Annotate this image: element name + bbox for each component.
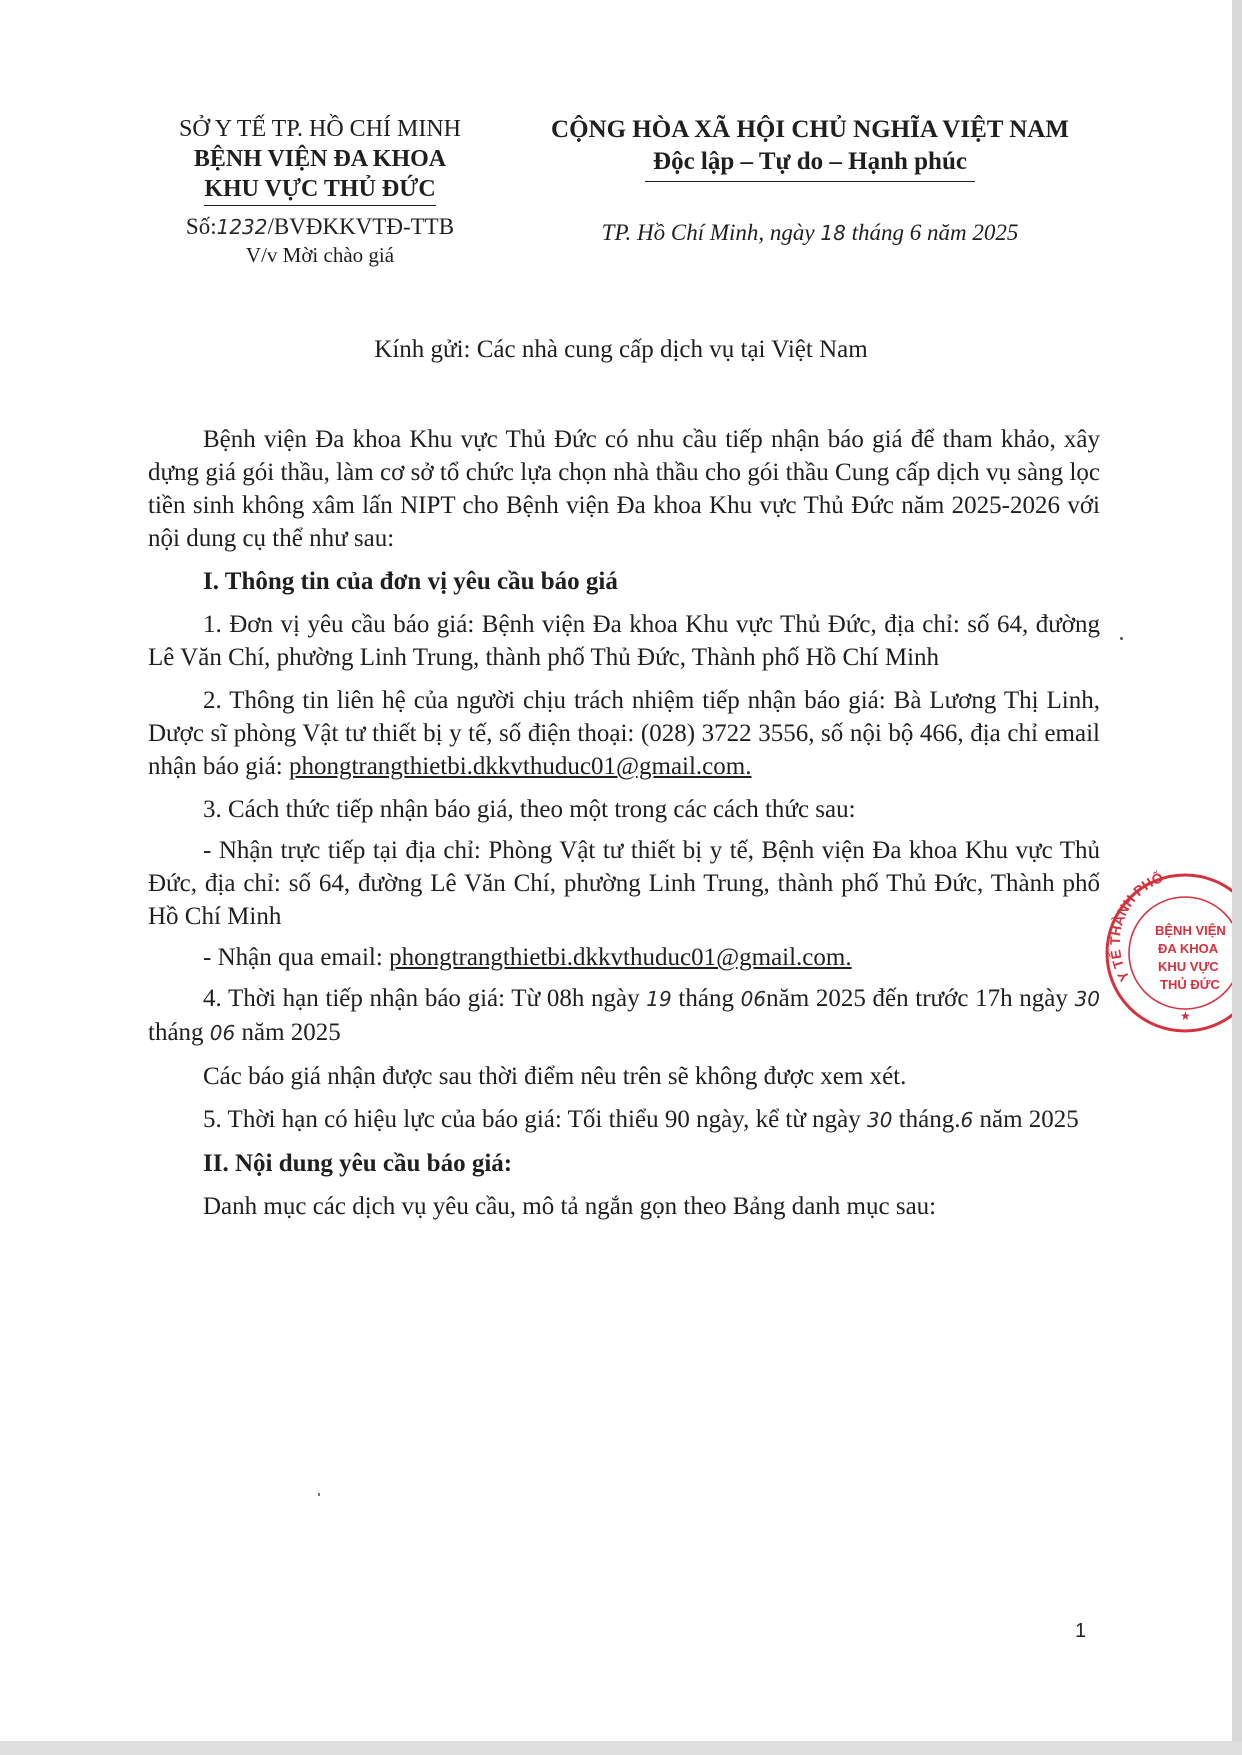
hospital-name-line2: KHU VỰC THỦ ĐỨC	[204, 174, 435, 206]
national-header-block	[520, 114, 1100, 182]
recipient-line: Kính gửi: Các nhà cung cấp dịch vụ tại Việt Nam	[374, 336, 868, 363]
submission-email-link[interactable]: phongtrangthietbi.dkkvthuduc01@gmail.com.	[389, 944, 852, 971]
hospital-name-line1: BỆNH VIỆN ĐA KHOA	[193, 146, 447, 172]
scan-speck	[1120, 637, 1123, 640]
date-day-handwritten: 18	[820, 221, 846, 245]
item-4-month2: 06	[209, 1021, 236, 1045]
item-3-email-paragraph: - Nhận qua email: phongtrangthietbi.dkkvthuduc01@gmail.com.	[203, 944, 852, 971]
item-2-paragraph: 2. Thông tin liên hệ của người chịu trách nhiệm tiếp nhận báo giá: Bà Lương Thị Linh, Dược sĩ phòng Vật tư thiết bị y tế, số điện thoại: (028) 3722 3556, số nội bộ 466, địa chỉ email nhận báo giá: phongtrangthietbi.dkkvthuduc01@gmail.com.	[148, 687, 1100, 780]
agency-name: SỞ Y TẾ TP. HỒ CHÍ MINH	[178, 116, 462, 142]
stamp-line-2: ĐA KHOA	[1158, 941, 1219, 956]
nation-motto: Độc lập – Tự do – Hạnh phúc	[645, 146, 975, 182]
stamp-line-3: KHU VỰC	[1158, 959, 1219, 974]
document-number-handwritten: 1232	[216, 215, 268, 239]
document-number: Số:1232/BVĐKKVTĐ-TTB	[185, 214, 455, 239]
stamp-star-icon: ★	[1180, 1009, 1191, 1023]
item-4-paragraph: 4. Thời hạn tiếp nhận báo giá: Từ 08h ngày 19 tháng 06năm 2025 đến trước 17h ngày 30 tháng 06 năm 2025	[148, 985, 1101, 1046]
stamp-ring-text: Y TẾ THÀNH PHỐ	[1106, 869, 1166, 985]
section-2-heading: II. Nội dung yêu cầu báo giá:	[203, 1150, 513, 1177]
official-seal-stamp	[1100, 868, 1242, 1038]
item-4-month1: 06	[740, 987, 767, 1011]
stamp-line-1: BỆNH VIỆN	[1155, 923, 1226, 938]
item-3-direct-paragraph: - Nhận trực tiếp tại địa chỉ: Phòng Vật tư thiết bị y tế, Bệnh viện Đa khoa Khu vực Thủ Đức, địa chỉ: số 64, đường Lê Văn Chí, phường Linh Trung, thành phố Thủ Đức, Thành phố Hồ Chí Minh	[148, 837, 1100, 930]
document-subject: V/v Mời chào giá	[245, 243, 395, 267]
item-4-note: Các báo giá nhận được sau thời điểm nêu trên sẽ không được xem xét.	[203, 1063, 907, 1090]
contact-email-link[interactable]: phongtrangthietbi.dkkvthuduc01@gmail.com.	[288, 753, 752, 780]
intro-paragraph: Bệnh viện Đa khoa Khu vực Thủ Đức có nhu cầu tiếp nhận báo giá để tham khảo, xây dựng giá gói thầu, làm cơ sở tổ chức lựa chọn nhà thầu cho gói thầu Cung cấp dịch vụ sàng lọc tiền sinh không xâm lấn NIPT cho Bệnh viện Đa khoa Khu vực Thủ Đức năm 2025-2026 với nội dung cụ thể như sau:	[148, 426, 1100, 552]
document-date: TP. Hồ Chí Minh, ngày 18 tháng 6 năm 2025	[601, 220, 1019, 245]
item-4-day2: 30	[1074, 987, 1101, 1011]
issuing-agency-block	[150, 114, 490, 268]
item-5-day: 30	[867, 1108, 893, 1132]
page-number: 1	[1075, 1620, 1087, 1642]
scan-edge-bottom	[0, 1741, 1242, 1755]
section-1-heading: I. Thông tin của đơn vị yêu cầu báo giá	[203, 568, 618, 595]
item-3-paragraph: 3. Cách thức tiếp nhận báo giá, theo một trong các cách thức sau:	[203, 796, 856, 823]
item-5-paragraph: 5. Thời hạn có hiệu lực của báo giá: Tối thiểu 90 ngày, kể từ ngày 30 tháng.6 năm 2025	[203, 1106, 1079, 1133]
item-4-day1: 19	[646, 987, 672, 1011]
nation-title: CỘNG HÒA XÃ HỘI CHỦ NGHĨA VIỆT NAM	[551, 116, 1069, 143]
stamp-line-4: THỦ ĐỨC	[1160, 977, 1220, 992]
scan-speck-2	[318, 1493, 320, 1496]
item-5-month: 6	[960, 1108, 974, 1132]
document-body	[148, 423, 1100, 1223]
section-2-intro: Danh mục các dịch vụ yêu cầu, mô tả ngắn gọn theo Bảng danh mục sau:	[203, 1193, 937, 1220]
scan-edge-right	[1232, 0, 1242, 1755]
item-1-paragraph: 1. Đơn vị yêu cầu báo giá: Bệnh viện Đa khoa Khu vực Thủ Đức, địa chỉ: số 64, đường Lê Văn Chí, phường Linh Trung, thành phố Thủ Đức, Thành phố Hồ Chí Minh	[148, 611, 1100, 671]
